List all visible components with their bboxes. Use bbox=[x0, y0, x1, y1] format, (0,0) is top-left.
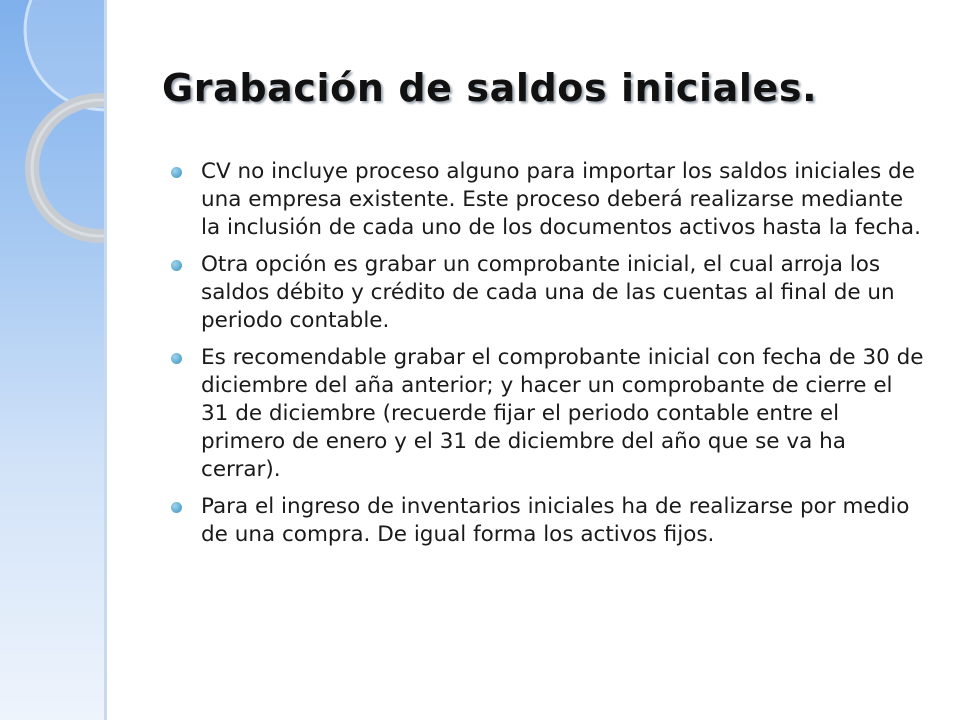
bullet-icon bbox=[171, 502, 182, 513]
bullet-text: Es recomendable grabar el comprobante inicial con fecha de 30 de diciembre del aña anterior; y hacer un comprobante de cierre el 31 de diciembre (recuerde fijar el periodo contable entre el primero de enero y el 31 de diciembre del año que se va ha cerrar). bbox=[201, 345, 924, 482]
sidebar-divider bbox=[104, 0, 107, 720]
bullet-icon bbox=[171, 167, 182, 178]
bullet-item bbox=[170, 251, 925, 335]
bullet-icon bbox=[171, 353, 182, 364]
bullet-item bbox=[170, 158, 925, 242]
bullet-text: Otra opción es grabar un comprobante inicial, el cual arroja los saldos débito y crédito de cada una de las cuentas al final de un periodo contable. bbox=[201, 252, 895, 333]
bullet-text: CV no incluye proceso alguno para importar los saldos iniciales de una empresa existente. Este proceso deberá realizarse mediante la inclusión de cada uno de los documentos activos hasta la fecha. bbox=[201, 159, 921, 240]
decorative-rings bbox=[0, 0, 107, 320]
bullet-icon bbox=[171, 260, 182, 271]
bullet-item bbox=[170, 344, 925, 484]
bullet-list bbox=[170, 158, 925, 558]
bullet-text: Para el ingreso de inventarios iniciales ha de realizarse por medio de una compra. De igual forma los activos fijos. bbox=[201, 494, 910, 547]
slide-title: Grabación de saldos iniciales. bbox=[162, 66, 818, 110]
bullet-item bbox=[170, 493, 925, 549]
decorative-sidebar bbox=[0, 0, 107, 720]
